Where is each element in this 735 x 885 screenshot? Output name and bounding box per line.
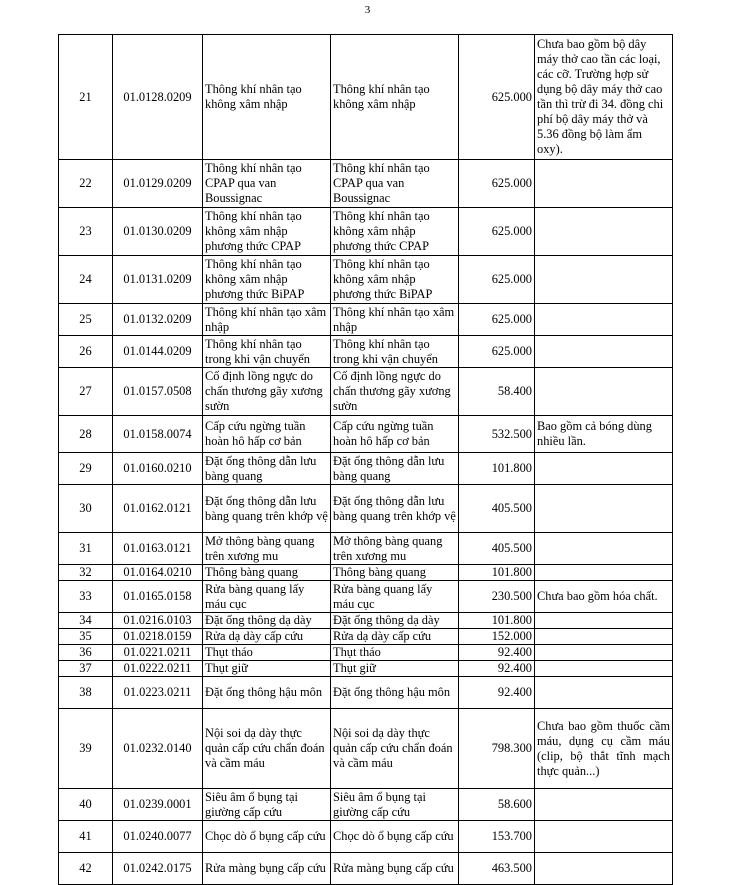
row-number: 38 (59, 677, 113, 709)
service-name-approved: Thông bàng quang (331, 565, 459, 581)
row-number: 27 (59, 368, 113, 416)
service-code: 01.0158.0074 (113, 416, 203, 453)
service-name: Siêu âm ổ bụng tại giường cấp cứu (203, 789, 331, 821)
service-note (535, 256, 673, 304)
service-price: 532.500 (459, 416, 535, 453)
service-price: 625.000 (459, 256, 535, 304)
service-name-approved: Rửa dạ dày cấp cứu (331, 629, 459, 645)
service-price: 58.400 (459, 368, 535, 416)
service-price: 625.000 (459, 336, 535, 368)
service-price: 153.700 (459, 821, 535, 853)
table-row (59, 853, 673, 885)
service-name-approved: Đặt ống thông hậu môn (331, 677, 459, 709)
service-note (535, 304, 673, 336)
service-note (535, 485, 673, 533)
service-name: Đặt ống thông dẫn lưu bàng quang (203, 453, 331, 485)
row-number: 36 (59, 645, 113, 661)
service-name-approved: Siêu âm ổ bụng tại giường cấp cứu (331, 789, 459, 821)
price-table (58, 34, 673, 885)
service-price: 625.000 (459, 160, 535, 208)
service-name: Đặt ống thông hậu môn (203, 677, 331, 709)
service-price: 625.000 (459, 304, 535, 336)
service-note (535, 160, 673, 208)
service-code: 01.0223.0211 (113, 677, 203, 709)
service-name: Rửa bàng quang lấy máu cục (203, 581, 331, 613)
service-note (535, 368, 673, 416)
service-name-approved: Nội soi dạ dày thực quản cấp cứu chẩn đoán và cầm máu (331, 709, 459, 789)
service-note (535, 661, 673, 677)
table-row (59, 565, 673, 581)
row-number: 37 (59, 661, 113, 677)
table-row (59, 416, 673, 453)
service-name: Thông khí nhân tạo không xâm nhập (203, 35, 331, 160)
service-name-approved: Thông khí nhân tạo không xâm nhập phương thức BiPAP (331, 256, 459, 304)
service-price: 101.800 (459, 613, 535, 629)
row-number: 21 (59, 35, 113, 160)
row-number: 41 (59, 821, 113, 853)
service-note (535, 613, 673, 629)
service-code: 01.0128.0209 (113, 35, 203, 160)
row-number: 25 (59, 304, 113, 336)
table-row (59, 35, 673, 160)
service-name: Thụt giữ (203, 661, 331, 677)
service-name: Nội soi dạ dày thực quản cấp cứu chẩn đoán và cầm máu (203, 709, 331, 789)
service-name: Thông khí nhân tạo không xâm nhập phương thức BiPAP (203, 256, 331, 304)
service-name: Thụt tháo (203, 645, 331, 661)
service-code: 01.0130.0209 (113, 208, 203, 256)
table-row (59, 208, 673, 256)
service-price: 405.500 (459, 533, 535, 565)
service-name-approved: Đặt ống thông dẫn lưu bàng quang (331, 453, 459, 485)
price-table-body (59, 35, 673, 885)
row-number: 22 (59, 160, 113, 208)
table-row (59, 160, 673, 208)
service-note (535, 629, 673, 645)
table-row (59, 256, 673, 304)
table-row (59, 485, 673, 533)
service-name: Thông khí nhân tạo CPAP qua van Boussignac (203, 160, 331, 208)
service-name: Rửa dạ dày cấp cứu (203, 629, 331, 645)
table-row (59, 304, 673, 336)
table-row (59, 629, 673, 645)
row-number: 24 (59, 256, 113, 304)
service-note (535, 565, 673, 581)
row-number: 39 (59, 709, 113, 789)
row-number: 42 (59, 853, 113, 885)
service-price: 230.500 (459, 581, 535, 613)
service-name: Cố định lồng ngực do chấn thương gãy xương sườn (203, 368, 331, 416)
service-name: Rửa màng bụng cấp cứu (203, 853, 331, 885)
service-code: 01.0144.0209 (113, 336, 203, 368)
row-number: 31 (59, 533, 113, 565)
service-name-approved: Thông khí nhân tạo trong khi vận chuyển (331, 336, 459, 368)
table-row (59, 709, 673, 789)
service-name-approved: Mở thông bàng quang trên xương mu (331, 533, 459, 565)
table-row (59, 368, 673, 416)
service-code: 01.0165.0158 (113, 581, 203, 613)
service-price: 625.000 (459, 208, 535, 256)
service-name-approved: Thông khí nhân tạo xâm nhập (331, 304, 459, 336)
service-name-approved: Chọc dò ổ bụng cấp cứu (331, 821, 459, 853)
table-row (59, 645, 673, 661)
table-row (59, 533, 673, 565)
service-code: 01.0163.0121 (113, 533, 203, 565)
service-price: 92.400 (459, 645, 535, 661)
service-name-approved: Rửa màng bụng cấp cứu (331, 853, 459, 885)
row-number: 32 (59, 565, 113, 581)
service-name: Thông bàng quang (203, 565, 331, 581)
service-code: 01.0216.0103 (113, 613, 203, 629)
row-number: 29 (59, 453, 113, 485)
service-note (535, 645, 673, 661)
table-row (59, 453, 673, 485)
table-row (59, 661, 673, 677)
row-number: 33 (59, 581, 113, 613)
service-price: 101.800 (459, 453, 535, 485)
service-price: 58.600 (459, 789, 535, 821)
service-note (535, 453, 673, 485)
service-note: Chưa bao gồm hóa chất. (535, 581, 673, 613)
row-number: 26 (59, 336, 113, 368)
row-number: 28 (59, 416, 113, 453)
service-code: 01.0160.0210 (113, 453, 203, 485)
service-code: 01.0242.0175 (113, 853, 203, 885)
service-name: Đặt ống thông dẫn lưu bàng quang trên khớp vệ (203, 485, 331, 533)
row-number: 34 (59, 613, 113, 629)
page-number: 3 (364, 4, 371, 16)
service-code: 01.0164.0210 (113, 565, 203, 581)
service-code: 01.0162.0121 (113, 485, 203, 533)
service-note (535, 789, 673, 821)
table-row (59, 581, 673, 613)
service-code: 01.0157.0508 (113, 368, 203, 416)
service-code: 01.0222.0211 (113, 661, 203, 677)
service-note: Chưa bao gồm thuốc cầm máu, dụng cụ cầm máu (clip, bộ thắt tĩnh mạch thực quản...) (535, 709, 673, 789)
service-name-approved: Thông khí nhân tạo không xâm nhập phương thức CPAP (331, 208, 459, 256)
table-row (59, 336, 673, 368)
service-note (535, 677, 673, 709)
service-name-approved: Thông khí nhân tạo CPAP qua van Boussignac (331, 160, 459, 208)
service-note: Bao gồm cả bóng dùng nhiều lần. (535, 416, 673, 453)
service-note (535, 821, 673, 853)
service-price: 92.400 (459, 661, 535, 677)
service-note (535, 336, 673, 368)
service-name-approved: Rửa bàng quang lấy máu cục (331, 581, 459, 613)
service-name-approved: Cấp cứu ngừng tuần hoàn hô hấp cơ bản (331, 416, 459, 453)
service-name-approved: Đặt ống thông dạ dày (331, 613, 459, 629)
row-number: 35 (59, 629, 113, 645)
service-code: 01.0218.0159 (113, 629, 203, 645)
service-note (535, 208, 673, 256)
service-name: Mở thông bàng quang trên xương mu (203, 533, 331, 565)
service-price: 625.000 (459, 35, 535, 160)
service-price: 152.000 (459, 629, 535, 645)
service-code: 01.0131.0209 (113, 256, 203, 304)
row-number: 30 (59, 485, 113, 533)
service-name-approved: Thụt tháo (331, 645, 459, 661)
service-code: 01.0232.0140 (113, 709, 203, 789)
service-price: 92.400 (459, 677, 535, 709)
table-row (59, 677, 673, 709)
service-name: Thông khí nhân tạo xâm nhập (203, 304, 331, 336)
row-number: 40 (59, 789, 113, 821)
service-name-approved: Thụt giữ (331, 661, 459, 677)
service-name: Thông khí nhân tạo trong khi vận chuyển (203, 336, 331, 368)
service-name: Chọc dò ổ bụng cấp cứu (203, 821, 331, 853)
service-code: 01.0221.0211 (113, 645, 203, 661)
service-name-approved: Đặt ống thông dẫn lưu bàng quang trên khớp vệ (331, 485, 459, 533)
service-price: 463.500 (459, 853, 535, 885)
service-name: Cấp cứu ngừng tuần hoàn hô hấp cơ bản (203, 416, 331, 453)
service-name: Đặt ống thông dạ dày (203, 613, 331, 629)
service-note (535, 853, 673, 885)
service-price: 101.800 (459, 565, 535, 581)
table-row (59, 789, 673, 821)
service-code: 01.0240.0077 (113, 821, 203, 853)
service-price: 798.300 (459, 709, 535, 789)
service-price: 405.500 (459, 485, 535, 533)
service-name-approved: Cố định lồng ngực do chấn thương gãy xương sườn (331, 368, 459, 416)
table-row (59, 821, 673, 853)
table-row (59, 613, 673, 629)
row-number: 23 (59, 208, 113, 256)
service-code: 01.0239.0001 (113, 789, 203, 821)
service-code: 01.0132.0209 (113, 304, 203, 336)
service-name-approved: Thông khí nhân tạo không xâm nhập (331, 35, 459, 160)
service-note: Chưa bao gồm bộ dây máy thở cao tần các loại, các cỡ. Trường hợp sử dụng bộ dây máy thở cao tần thì trừ đi 34. đồng chi phí bộ dây máy thở và 5.36 đồng bộ làm ẩm oxy). (535, 35, 673, 160)
service-name: Thông khí nhân tạo không xâm nhập phương thức CPAP (203, 208, 331, 256)
service-code: 01.0129.0209 (113, 160, 203, 208)
service-note (535, 533, 673, 565)
